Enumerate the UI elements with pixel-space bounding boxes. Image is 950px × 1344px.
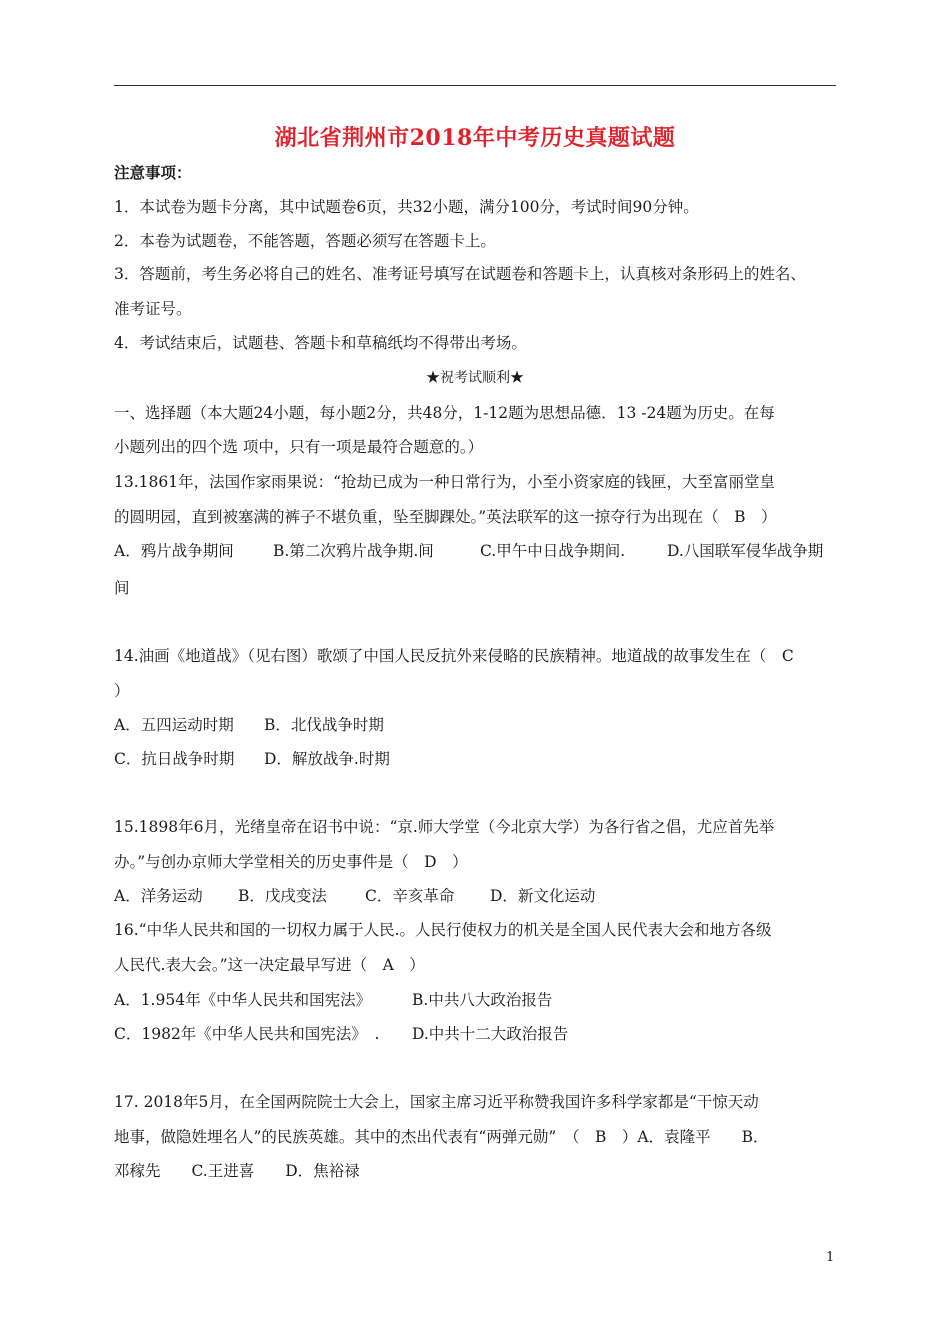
- q15-stem-cont: 办。”与创办京师大学堂相关的历史事件是（ D ）: [114, 853, 468, 871]
- blessing: ★祝考试顺利★: [426, 370, 524, 386]
- q13-option-c: C.甲午中日战争期间.: [480, 542, 626, 560]
- notice-3: 3．答题前，考生务必将自己的姓名、准考证号填写在试题卷和答题卡上，认真核对条形码上的姓名、: [114, 265, 806, 283]
- q13-option-d-cont: 间: [114, 579, 130, 597]
- q15-option-a: A．洋务运动: [114, 887, 203, 905]
- document-title: 湖北省荆州市2018年中考历史真题试题: [274, 125, 676, 151]
- q16-stem: 16.“中华人民共和国的一切权力属于人民.。人民行使权力的机关是全国人民代表大会和地方各级: [114, 921, 772, 939]
- section-heading: 一、选择题（本大题24小题，每小题2分，共48分，1-12题为思想品德．13 -24题为历史。在每: [114, 404, 775, 422]
- q14-option-a: A．五四运动时期: [114, 716, 234, 734]
- header-rule: [114, 85, 836, 86]
- q14-stem: 14.油画《地道战》（见右图）歌颂了中国人民反抗外来侵略的民族精神。地道战的故事发生在（ C: [114, 647, 794, 665]
- notice-1: 1．本试卷为题卡分离，其中试题卷6页，共32小题，满分100分，考试时间90分钟。: [114, 198, 699, 216]
- q15-option-d: D．新文化运动: [490, 887, 596, 905]
- q13-option-a: A．鸦片战争期间: [114, 542, 234, 560]
- q16-option-c: C．1982年《中华人民共和国宪法》 .: [114, 1025, 380, 1043]
- q16-option-a: A．1.954年《中华人民共和国宪法》: [114, 991, 372, 1009]
- q13-stem-cont: 的圆明园，直到被塞满的裤子不堪负重，坠至脚踝处。”英法联军的这一掠夺行为出现在（ B ）: [114, 508, 777, 526]
- q17-stem-cont2: 邓稼先 C.王进喜 D．焦裕禄: [114, 1162, 360, 1180]
- q13-stem: 13.1861年，法国作家雨果说：“抢劫已成为一种日常行为，小至小资家庭的钱匣，大至富丽堂皇: [114, 473, 776, 491]
- q16-option-d: D.中共十二大政治报告: [412, 1025, 569, 1043]
- notice-2: 2．本卷为试题卷，不能答题，答题必须写在答题卡上。: [114, 232, 496, 250]
- q13-option-b: B.第二次鸦片战争期.间: [273, 542, 434, 560]
- q14-option-b: B．北伐战争时期: [264, 716, 384, 734]
- q14-option-c: C．抗日战争时期: [114, 750, 235, 768]
- page-number: 1: [826, 1250, 835, 1265]
- q17-stem-cont: 地事，做隐姓埋名人”的民族英雄。其中的杰出代表有“两弹元勋” （ B ）A．袁隆平 B．: [114, 1128, 769, 1146]
- q16-stem-cont: 人民代.表大会。”这一决定最早写进（ A ）: [114, 956, 425, 974]
- section-heading-cont: 小题列出的四个选 项中，只有一项是最符合题意的。）: [114, 438, 484, 456]
- q16-option-b: B.中共八大政治报告: [412, 991, 553, 1009]
- notice-heading: 注意事项：: [114, 163, 192, 182]
- q17-stem: 17. 2018年5月，在全国两院院士大会上，国家主席习近平称赞我国许多科学家都是“干惊天动: [114, 1093, 759, 1111]
- q15-option-c: C．辛亥革命: [365, 887, 455, 905]
- q14-stem-cont: ）: [114, 682, 130, 700]
- q15-stem: 15.1898年6月，光绪皇帝在诏书中说：“京.师大学堂（今北京大学）为各行省之倡，尤应首先举: [114, 818, 775, 836]
- q14-option-d: D．解放战争.时期: [264, 750, 390, 768]
- q15-option-b: B．戊戌变法: [238, 887, 327, 905]
- q13-option-d: D.八国联军侵华战争期: [667, 542, 824, 560]
- notice-3-cont: 准考证号。: [114, 300, 192, 318]
- notice-4: 4．考试结束后，试题巷、答题卡和草稿纸均不得带出考场。: [114, 334, 527, 352]
